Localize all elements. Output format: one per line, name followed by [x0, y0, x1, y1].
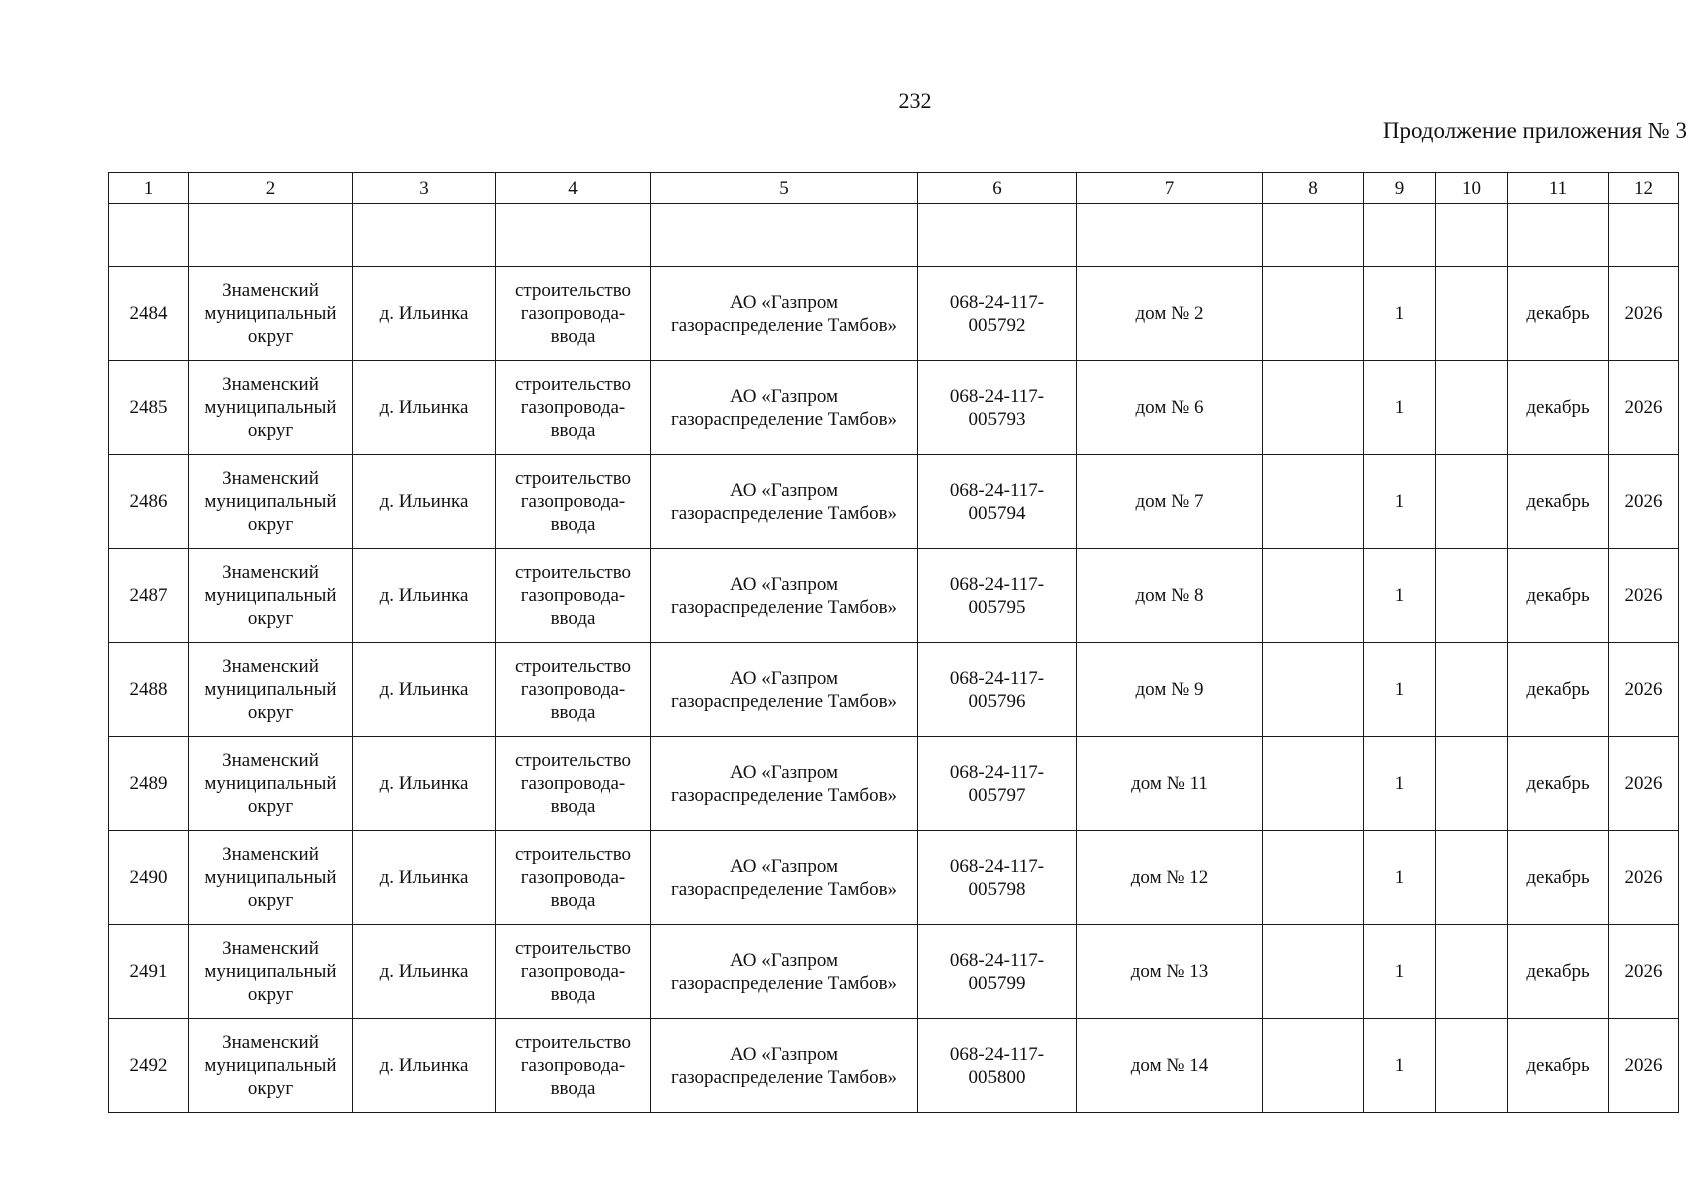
- row-number: [109, 267, 189, 361]
- object-code-cell: [918, 361, 1077, 455]
- column-8-cell: [1263, 925, 1364, 1019]
- work-line1: строительство: [514, 562, 632, 583]
- month-cell: [1508, 455, 1609, 549]
- column-number: 6: [918, 173, 1077, 204]
- year: 2026: [1624, 1055, 1663, 1076]
- column-8-cell: [1263, 361, 1364, 455]
- object-code-cell: [918, 831, 1077, 925]
- address-cell: [1077, 549, 1263, 643]
- no: 2488: [129, 679, 168, 700]
- district-line1: Знаменский: [222, 468, 319, 489]
- org-line1: АО «Газпром: [729, 667, 839, 689]
- table-cell: [109, 204, 189, 267]
- col9: 1: [1394, 397, 1405, 418]
- table-row: [109, 549, 1679, 643]
- column-8-cell: [1263, 1019, 1364, 1113]
- district-line3: округ: [247, 608, 294, 629]
- org-line2: газораспределение Тамбов»: [670, 1066, 898, 1088]
- code-line1: 068-24-117-: [949, 855, 1045, 877]
- column-10-cell: [1436, 361, 1508, 455]
- code-line2: 005795: [968, 596, 1026, 618]
- code-line1: 068-24-117-: [949, 667, 1045, 689]
- year-cell: [1609, 737, 1679, 831]
- district-line1: Знаменский: [222, 656, 319, 677]
- row-number: [109, 925, 189, 1019]
- code-line2: 005797: [968, 784, 1026, 806]
- month: декабрь: [1526, 773, 1590, 794]
- settlement: д. Ильинка: [379, 585, 469, 606]
- organization-cell: [651, 831, 918, 925]
- work-line1: строительство: [514, 280, 632, 301]
- district-line2: муниципальный: [204, 867, 337, 888]
- settlement: д. Ильинка: [379, 397, 469, 418]
- month-cell: [1508, 925, 1609, 1019]
- month: декабрь: [1526, 679, 1590, 700]
- work-line3: ввода: [550, 890, 596, 911]
- district-line3: округ: [247, 702, 294, 723]
- table-cell: [1609, 204, 1679, 267]
- code-line2: 005793: [968, 408, 1026, 430]
- code-line1: 068-24-117-: [949, 949, 1045, 971]
- district-line2: муниципальный: [204, 679, 337, 700]
- row-number: [109, 643, 189, 737]
- table-row: [109, 455, 1679, 549]
- work-line2: газопровода-: [520, 1055, 626, 1076]
- organization-cell: [651, 1019, 918, 1113]
- work-type-cell: [496, 267, 651, 361]
- address-cell: [1077, 455, 1263, 549]
- month: декабрь: [1526, 867, 1590, 888]
- code-line1: 068-24-117-: [949, 573, 1045, 595]
- work-line2: газопровода-: [520, 679, 626, 700]
- count-cell: [1364, 737, 1436, 831]
- address: дом № 7: [1135, 491, 1204, 512]
- table-cell: [353, 204, 496, 267]
- settlement-cell: [353, 643, 496, 737]
- work-line3: ввода: [550, 514, 596, 535]
- work-type-cell: [496, 549, 651, 643]
- work-line2: газопровода-: [520, 773, 626, 794]
- table-row: [109, 643, 1679, 737]
- count-cell: [1364, 831, 1436, 925]
- object-code-cell: [918, 925, 1077, 1019]
- object-code-cell: [918, 1019, 1077, 1113]
- work-line1: строительство: [514, 938, 632, 959]
- month: декабрь: [1526, 961, 1590, 982]
- row-number: [109, 549, 189, 643]
- year: 2026: [1624, 773, 1663, 794]
- settlement-cell: [353, 925, 496, 1019]
- object-code-cell: [918, 643, 1077, 737]
- table-row: [109, 737, 1679, 831]
- district-line2: муниципальный: [204, 397, 337, 418]
- month-cell: [1508, 361, 1609, 455]
- work-line3: ввода: [550, 702, 596, 723]
- org-line1: АО «Газпром: [729, 855, 839, 877]
- settlement: д. Ильинка: [379, 867, 469, 888]
- column-10-cell: [1436, 1019, 1508, 1113]
- work-line1: строительство: [514, 374, 632, 395]
- address: дом № 11: [1131, 773, 1208, 794]
- code-line2: 005796: [968, 690, 1026, 712]
- organization-cell: [651, 267, 918, 361]
- column-number: 11: [1508, 173, 1609, 204]
- blank-row: [109, 204, 1679, 267]
- no: 2492: [129, 1055, 168, 1076]
- year-cell: [1609, 549, 1679, 643]
- district-line1: Знаменский: [222, 938, 319, 959]
- column-10-cell: [1436, 831, 1508, 925]
- address: дом № 12: [1130, 867, 1209, 888]
- district-line3: округ: [247, 890, 294, 911]
- address-cell: [1077, 1019, 1263, 1113]
- month-cell: [1508, 549, 1609, 643]
- work-type-cell: [496, 643, 651, 737]
- column-number: 10: [1436, 173, 1508, 204]
- org-line2: газораспределение Тамбов»: [670, 690, 898, 712]
- settlement-cell: [353, 455, 496, 549]
- no: 2491: [129, 961, 168, 982]
- count-cell: [1364, 549, 1436, 643]
- district-line3: округ: [247, 514, 294, 535]
- code-line1: 068-24-117-: [949, 291, 1045, 313]
- column-10-cell: [1436, 455, 1508, 549]
- settlement-cell: [353, 1019, 496, 1113]
- registry-table: [108, 172, 1679, 1113]
- district-cell: [189, 455, 353, 549]
- table-row: [109, 361, 1679, 455]
- org-line2: газораспределение Тамбов»: [670, 784, 898, 806]
- year-cell: [1609, 361, 1679, 455]
- table-cell: [189, 204, 353, 267]
- month: декабрь: [1526, 1055, 1590, 1076]
- address-cell: [1077, 831, 1263, 925]
- district-line2: муниципальный: [204, 773, 337, 794]
- year-cell: [1609, 267, 1679, 361]
- column-8-cell: [1263, 831, 1364, 925]
- year-cell: [1609, 455, 1679, 549]
- work-type-cell: [496, 455, 651, 549]
- year-cell: [1609, 925, 1679, 1019]
- org-line1: АО «Газпром: [729, 385, 839, 407]
- col9: 1: [1394, 961, 1405, 982]
- column-8-cell: [1263, 267, 1364, 361]
- settlement: д. Ильинка: [379, 491, 469, 512]
- table-row: [109, 1019, 1679, 1113]
- column-8-cell: [1263, 643, 1364, 737]
- district-line3: округ: [247, 796, 294, 817]
- work-line1: строительство: [514, 468, 632, 489]
- settlement: д. Ильинка: [379, 679, 469, 700]
- district-line1: Знаменский: [222, 374, 319, 395]
- district-cell: [189, 925, 353, 1019]
- work-line3: ввода: [550, 608, 596, 629]
- object-code-cell: [918, 267, 1077, 361]
- organization-cell: [651, 455, 918, 549]
- table-row: [109, 267, 1679, 361]
- organization-cell: [651, 737, 918, 831]
- org-line1: АО «Газпром: [729, 1043, 839, 1065]
- district-line3: округ: [247, 984, 294, 1005]
- count-cell: [1364, 455, 1436, 549]
- year: 2026: [1624, 679, 1663, 700]
- column-8-cell: [1263, 549, 1364, 643]
- org-line2: газораспределение Тамбов»: [670, 502, 898, 524]
- org-line1: АО «Газпром: [729, 291, 839, 313]
- column-10-cell: [1436, 737, 1508, 831]
- district-line3: округ: [247, 326, 294, 347]
- no: 2489: [129, 773, 168, 794]
- settlement: д. Ильинка: [379, 961, 469, 982]
- work-line1: строительство: [514, 844, 632, 865]
- month-cell: [1508, 267, 1609, 361]
- no: 2487: [129, 585, 168, 606]
- organization-cell: [651, 643, 918, 737]
- work-line3: ввода: [550, 1078, 596, 1099]
- column-number: 2: [189, 173, 353, 204]
- work-line2: газопровода-: [520, 397, 626, 418]
- organization-cell: [651, 361, 918, 455]
- district-line1: Знаменский: [222, 1032, 319, 1053]
- district-line1: Знаменский: [222, 750, 319, 771]
- year: 2026: [1624, 585, 1663, 606]
- table-cell: [1263, 204, 1364, 267]
- district-line3: округ: [247, 1078, 294, 1099]
- org-line2: газораспределение Тамбов»: [670, 314, 898, 336]
- work-type-cell: [496, 737, 651, 831]
- code-line2: 005794: [968, 502, 1026, 524]
- column-8-cell: [1263, 737, 1364, 831]
- month: декабрь: [1526, 303, 1590, 324]
- district-line1: Знаменский: [222, 562, 319, 583]
- month-cell: [1508, 643, 1609, 737]
- work-line2: газопровода-: [520, 491, 626, 512]
- code-line2: 005800: [968, 1066, 1026, 1088]
- table-row: [109, 831, 1679, 925]
- year: 2026: [1624, 397, 1663, 418]
- table-cell: [1436, 204, 1508, 267]
- org-line2: газораспределение Тамбов»: [670, 408, 898, 430]
- settlement-cell: [353, 549, 496, 643]
- col9: 1: [1394, 867, 1405, 888]
- work-type-cell: [496, 361, 651, 455]
- no: 2490: [129, 867, 168, 888]
- org-line1: АО «Газпром: [729, 573, 839, 595]
- col9: 1: [1394, 585, 1405, 606]
- col9: 1: [1394, 1055, 1405, 1076]
- year: 2026: [1624, 867, 1663, 888]
- col9: 1: [1394, 491, 1405, 512]
- column-number: 4: [496, 173, 651, 204]
- year-cell: [1609, 643, 1679, 737]
- object-code-cell: [918, 549, 1077, 643]
- object-code-cell: [918, 737, 1077, 831]
- month-cell: [1508, 1019, 1609, 1113]
- district-line2: муниципальный: [204, 585, 337, 606]
- column-number: 5: [651, 173, 918, 204]
- district-cell: [189, 737, 353, 831]
- column-number: 3: [353, 173, 496, 204]
- column-10-cell: [1436, 549, 1508, 643]
- district-cell: [189, 549, 353, 643]
- code-line2: 005792: [968, 314, 1026, 336]
- work-line3: ввода: [550, 984, 596, 1005]
- year: 2026: [1624, 303, 1663, 324]
- work-line2: газопровода-: [520, 303, 626, 324]
- district-line1: Знаменский: [222, 844, 319, 865]
- address: дом № 2: [1135, 303, 1204, 324]
- no: 2484: [129, 303, 168, 324]
- organization-cell: [651, 549, 918, 643]
- column-number: 1: [109, 173, 189, 204]
- settlement-cell: [353, 361, 496, 455]
- count-cell: [1364, 643, 1436, 737]
- address: дом № 14: [1130, 1055, 1209, 1076]
- org-line1: АО «Газпром: [729, 949, 839, 971]
- month-cell: [1508, 831, 1609, 925]
- month: декабрь: [1526, 397, 1590, 418]
- district-line1: Знаменский: [222, 280, 319, 301]
- month: декабрь: [1526, 491, 1590, 512]
- col9: 1: [1394, 303, 1405, 324]
- continuation-label: Продолжение приложения № 3: [1382, 118, 1687, 143]
- district-line2: муниципальный: [204, 961, 337, 982]
- row-number: [109, 1019, 189, 1113]
- no: 2486: [129, 491, 168, 512]
- month: декабрь: [1526, 585, 1590, 606]
- row-number: [109, 361, 189, 455]
- district-cell: [189, 1019, 353, 1113]
- address: дом № 6: [1135, 397, 1204, 418]
- row-number: [109, 831, 189, 925]
- column-10-cell: [1436, 643, 1508, 737]
- table-cell: [918, 204, 1077, 267]
- no: 2485: [129, 397, 168, 418]
- settlement: д. Ильинка: [379, 773, 469, 794]
- settlement: д. Ильинка: [379, 303, 469, 324]
- address-cell: [1077, 361, 1263, 455]
- work-type-cell: [496, 925, 651, 1019]
- code-line1: 068-24-117-: [949, 385, 1045, 407]
- work-line1: строительство: [514, 656, 632, 677]
- work-line1: строительство: [514, 750, 632, 771]
- column-10-cell: [1436, 925, 1508, 1019]
- column-number: 12: [1609, 173, 1679, 204]
- year: 2026: [1624, 961, 1663, 982]
- work-line3: ввода: [550, 420, 596, 441]
- col9: 1: [1394, 679, 1405, 700]
- work-line2: газопровода-: [520, 961, 626, 982]
- address-cell: [1077, 643, 1263, 737]
- org-line2: газораспределение Тамбов»: [670, 972, 898, 994]
- district-line2: муниципальный: [204, 491, 337, 512]
- address: дом № 9: [1135, 679, 1204, 700]
- address-cell: [1077, 737, 1263, 831]
- org-line1: АО «Газпром: [729, 761, 839, 783]
- district-cell: [189, 361, 353, 455]
- table-cell: [1077, 204, 1263, 267]
- settlement-cell: [353, 831, 496, 925]
- code-line1: 068-24-117-: [949, 479, 1045, 501]
- district-cell: [189, 643, 353, 737]
- district-line2: муниципальный: [204, 1055, 337, 1076]
- district-line2: муниципальный: [204, 303, 337, 324]
- address: дом № 8: [1135, 585, 1204, 606]
- table-cell: [1508, 204, 1609, 267]
- year: 2026: [1624, 491, 1663, 512]
- work-line3: ввода: [550, 796, 596, 817]
- month-cell: [1508, 737, 1609, 831]
- settlement-cell: [353, 267, 496, 361]
- address-cell: [1077, 925, 1263, 1019]
- work-type-cell: [496, 1019, 651, 1113]
- work-line3: ввода: [550, 326, 596, 347]
- table-cell: [496, 204, 651, 267]
- settlement: д. Ильинка: [379, 1055, 469, 1076]
- column-number: 8: [1263, 173, 1364, 204]
- count-cell: [1364, 361, 1436, 455]
- column-8-cell: [1263, 455, 1364, 549]
- column-number: 9: [1364, 173, 1436, 204]
- col9: 1: [1394, 773, 1405, 794]
- district-cell: [189, 267, 353, 361]
- code-line2: 005799: [968, 972, 1026, 994]
- code-line1: 068-24-117-: [949, 761, 1045, 783]
- org-line2: газораспределение Тамбов»: [670, 878, 898, 900]
- district-cell: [189, 831, 353, 925]
- count-cell: [1364, 1019, 1436, 1113]
- work-line2: газопровода-: [520, 867, 626, 888]
- organization-cell: [651, 925, 918, 1019]
- code-line1: 068-24-117-: [949, 1043, 1045, 1065]
- org-line2: газораспределение Тамбов»: [670, 596, 898, 618]
- column-10-cell: [1436, 267, 1508, 361]
- count-cell: [1364, 267, 1436, 361]
- address: дом № 13: [1130, 961, 1209, 982]
- work-type-cell: [496, 831, 651, 925]
- column-number: 7: [1077, 173, 1263, 204]
- work-line1: строительство: [514, 1032, 632, 1053]
- address-cell: [1077, 267, 1263, 361]
- table-cell: [651, 204, 918, 267]
- table-row: [109, 925, 1679, 1019]
- row-number: [109, 737, 189, 831]
- column-number-row: [109, 173, 1679, 204]
- table-cell: [1364, 204, 1436, 267]
- page-number: 232: [898, 88, 932, 113]
- code-line2: 005798: [968, 878, 1026, 900]
- count-cell: [1364, 925, 1436, 1019]
- year-cell: [1609, 1019, 1679, 1113]
- org-line1: АО «Газпром: [729, 479, 839, 501]
- year-cell: [1609, 831, 1679, 925]
- object-code-cell: [918, 455, 1077, 549]
- district-line3: округ: [247, 420, 294, 441]
- settlement-cell: [353, 737, 496, 831]
- work-line2: газопровода-: [520, 585, 626, 606]
- row-number: [109, 455, 189, 549]
